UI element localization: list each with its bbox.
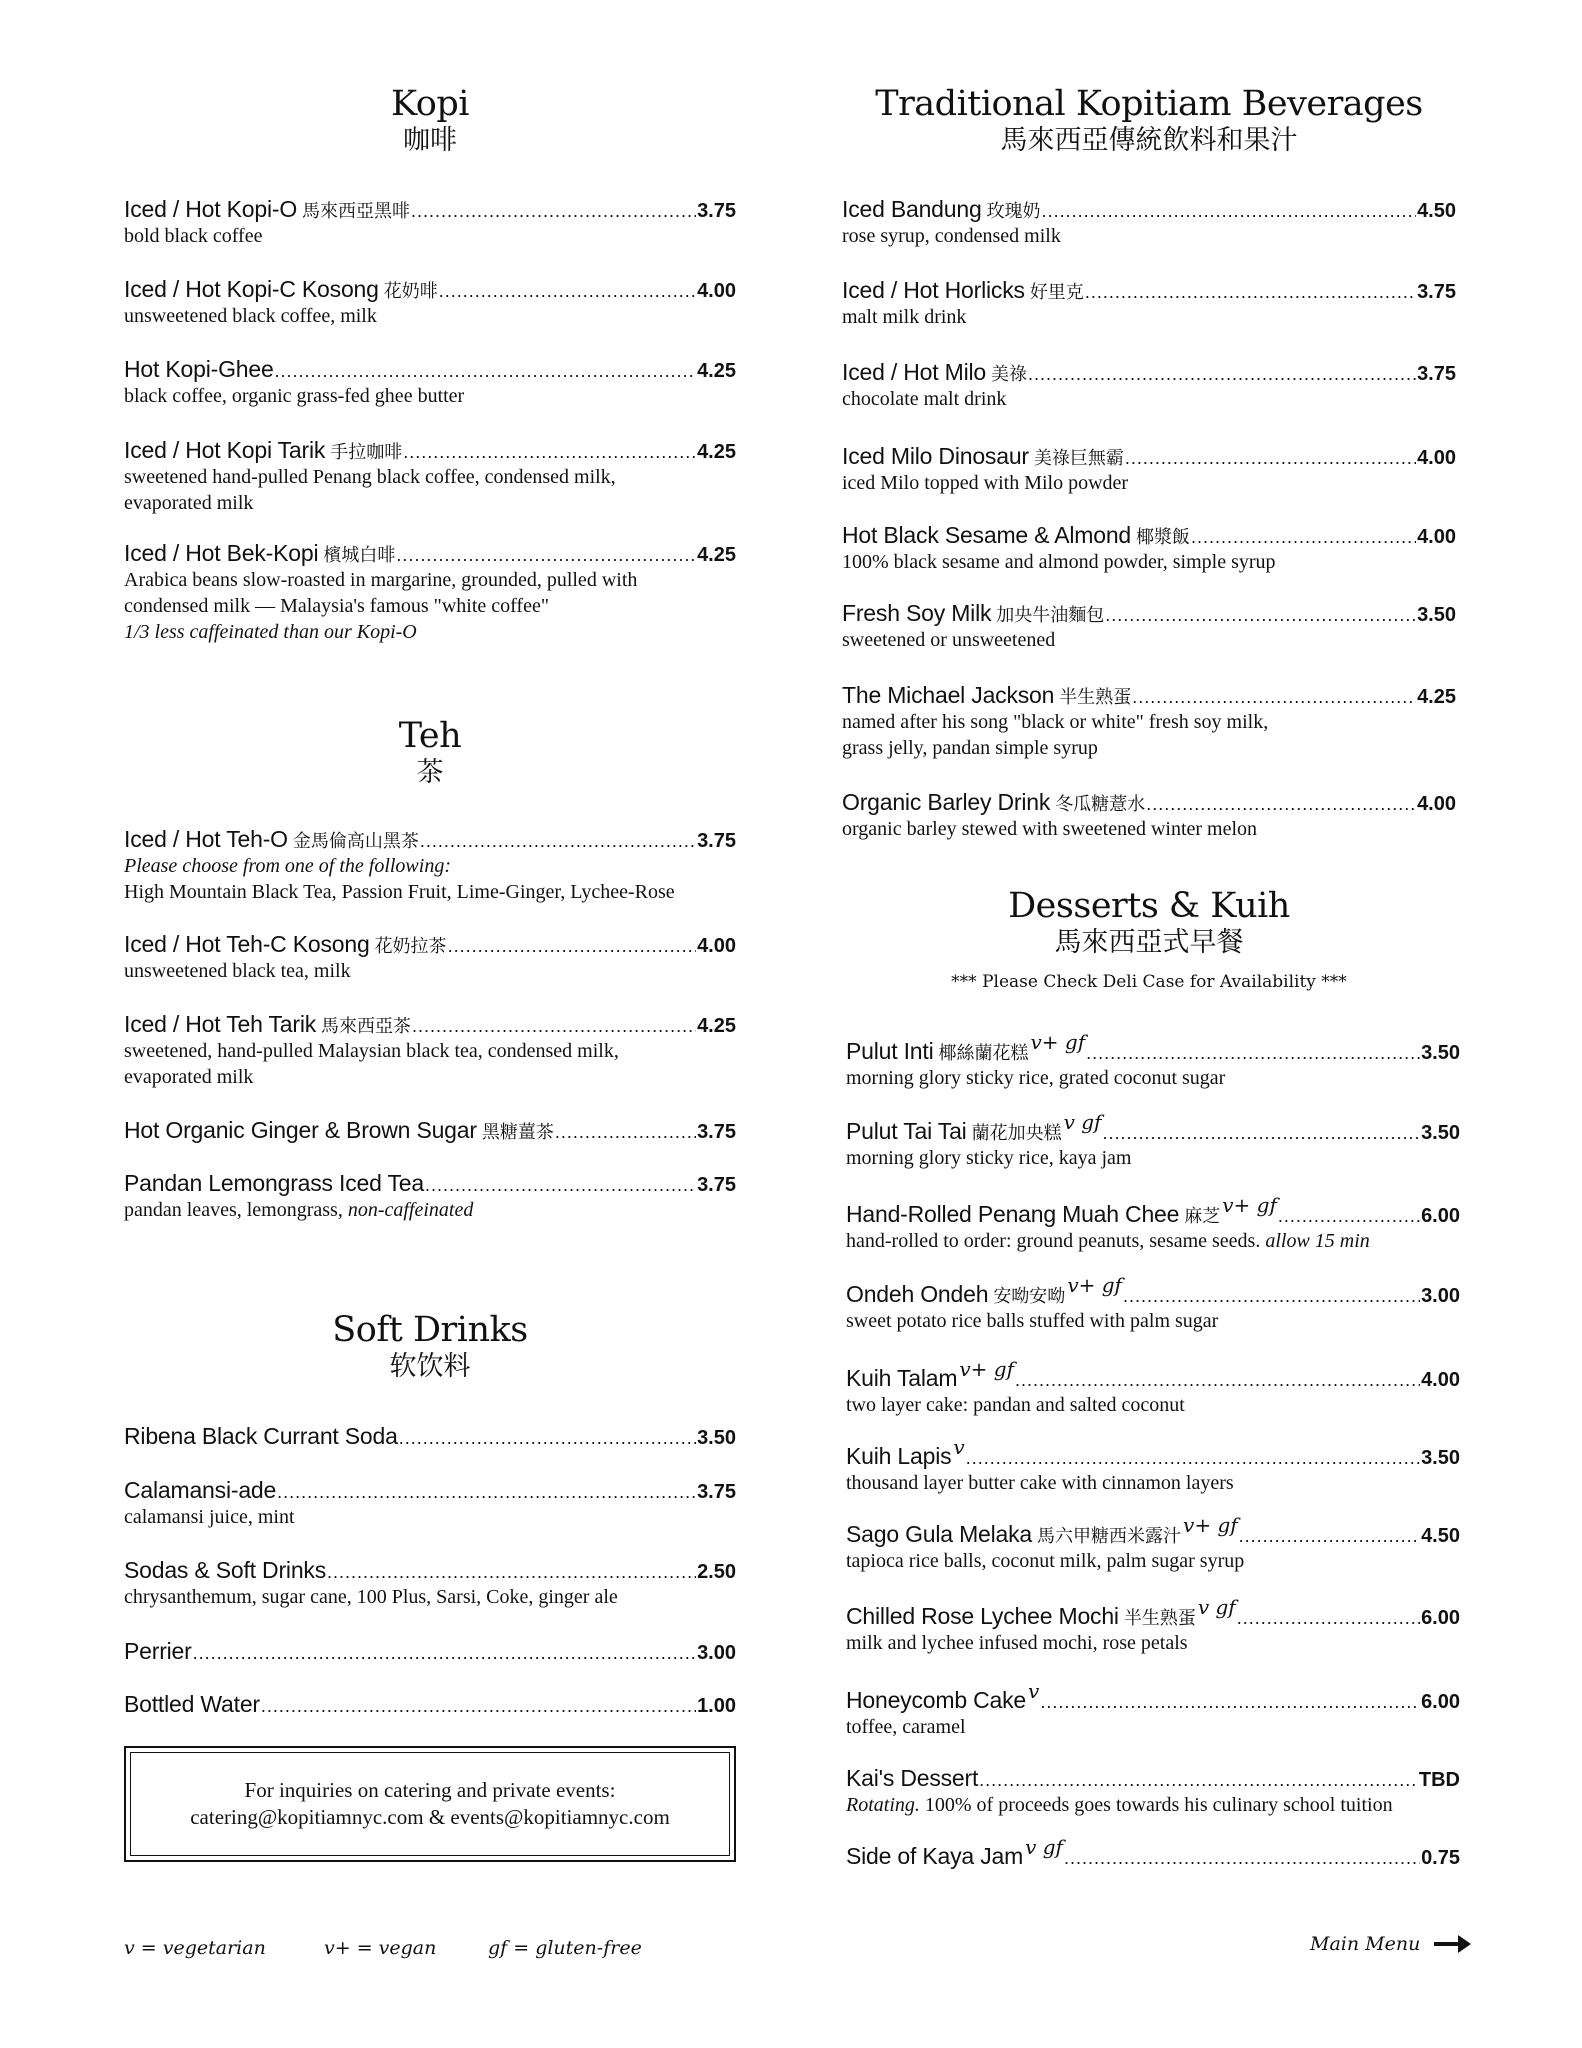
menu-item (124, 1691, 736, 1718)
item-name: Hand-Rolled Penang Muah Chee (846, 1201, 1180, 1227)
item-description: grass jelly, pandan simple syrup (842, 737, 1098, 759)
item-name: Honeycomb Cake (846, 1687, 1027, 1713)
item-name: Iced / Hot Teh-O (124, 826, 288, 852)
item-name: Chilled Rose Lychee Mochi (846, 1603, 1119, 1629)
item-chinese-name: 馬來西亞黑啡 (302, 201, 411, 222)
item-description: chocolate malt drink (842, 388, 1007, 410)
item-chinese-name: 黑糖薑茶 (481, 1122, 554, 1143)
item-price: 3.75 (1417, 281, 1456, 303)
item-chinese-name: 金馬倫高山黑茶 (292, 831, 419, 852)
diet-tag: v (953, 1435, 965, 1459)
item-description: malt milk drink (842, 306, 967, 328)
item-price: 3.00 (697, 1642, 736, 1664)
item-price: 3.75 (1417, 363, 1456, 385)
section-subtitle: 馬來西亞式早餐 (1054, 927, 1244, 958)
item-chinese-name: 半生熟蛋 (1059, 687, 1132, 708)
item-chinese-name: 花奶拉茶 (374, 936, 447, 957)
item-chinese-name: 玫瑰奶 (986, 201, 1041, 222)
item-price: 4.25 (1417, 686, 1456, 708)
menu-item (842, 682, 1456, 761)
item-name: Side of Kaya Jam (846, 1843, 1024, 1869)
legend-vegetarian: v = vegetarian (124, 1937, 266, 1959)
menu-item (842, 277, 1456, 330)
menu-item (846, 1765, 1460, 1818)
item-price: 3.75 (697, 830, 736, 852)
item-price: 3.75 (697, 1481, 736, 1503)
item-price: 4.25 (697, 544, 736, 566)
menu-item (124, 276, 736, 329)
menu-item (846, 1835, 1460, 1870)
legend-vegan: v+ = vegan (324, 1937, 437, 1959)
diet-tag: v (1028, 1679, 1040, 1703)
item-description: pandan leaves, lemongrass, non-caffeinated (124, 1199, 474, 1221)
item-description: hand-rolled to order: ground peanuts, sesame seeds. allow 15 min (846, 1230, 1370, 1252)
item-description: tapioca rice balls, coconut milk, palm sugar syrup (846, 1550, 1245, 1572)
catering-info-box (124, 1746, 736, 1862)
menu-item (124, 1170, 736, 1223)
diet-tag: v+ gf (1030, 1030, 1086, 1054)
desserts-section (842, 886, 1456, 992)
item-description: 100% black sesame and almond powder, simple syrup (842, 551, 1276, 573)
menu-item (124, 1423, 736, 1450)
item-name: The Michael Jackson (842, 682, 1055, 708)
item-description: evaporated milk (124, 492, 254, 514)
item-description: High Mountain Black Tea, Passion Fruit, Lime-Ginger, Lychee-Rose (124, 881, 675, 903)
menu-item (846, 1357, 1460, 1418)
item-price: 6.00 (1421, 1607, 1460, 1629)
item-price: 6.00 (1421, 1205, 1460, 1227)
catering-email-line[interactable]: catering@kopitiamnyc.com & events@kopitiamnyc.com (190, 1805, 670, 1829)
item-price: 4.00 (1421, 1369, 1460, 1391)
item-chinese-name: 麻芝 (1184, 1206, 1221, 1227)
item-chinese-name: 半生熟蛋 (1123, 1608, 1196, 1629)
diet-tag: v gf (1063, 1110, 1102, 1134)
legend-gluten-free: gf = gluten-free (488, 1937, 642, 1959)
menu-item (842, 789, 1456, 842)
item-description: bold black coffee (124, 225, 263, 247)
item-name: Bottled Water (124, 1691, 260, 1717)
menu-item (842, 600, 1456, 653)
menu-item (124, 437, 736, 516)
item-price: 1.00 (697, 1695, 736, 1717)
diet-tag: v+ gf (1067, 1273, 1122, 1297)
item-price: 4.00 (697, 935, 736, 957)
item-price: 3.50 (1421, 1122, 1460, 1144)
item-price: 3.50 (1421, 1042, 1460, 1064)
section-title: Teh (398, 716, 462, 756)
item-name: Iced / Hot Teh-C Kosong (124, 931, 370, 957)
item-description: rose syrup, condensed milk (842, 225, 1061, 247)
item-price: 4.00 (1417, 793, 1456, 815)
item-chinese-name: 椰漿飯 (1136, 527, 1191, 548)
item-name: Sodas & Soft Drinks (124, 1557, 327, 1583)
item-name: Iced / Hot Horlicks (842, 277, 1025, 303)
menu-item (124, 826, 736, 905)
item-description: two layer cake: pandan and salted coconut (846, 1394, 1185, 1416)
catering-info-line: For inquiries on catering and private events: (244, 1778, 616, 1802)
item-description: condensed milk — Malaysia's famous "white coffee" (124, 595, 550, 617)
availability-note: *** Please Check Deli Case for Availability *** (951, 972, 1347, 992)
item-chinese-name: 手拉咖啡 (330, 442, 403, 463)
menu-item (124, 1638, 736, 1665)
item-note: Please choose from one of the following: (124, 855, 451, 877)
item-price: 4.25 (697, 360, 736, 382)
item-chinese-name: 馬六甲糖西米露汁 (1037, 1526, 1182, 1547)
item-description: morning glory sticky rice, kaya jam (846, 1147, 1132, 1169)
item-description: calamansi juice, mint (124, 1506, 295, 1528)
item-price: 4.50 (1417, 200, 1456, 222)
item-name: Pulut Inti (846, 1038, 934, 1064)
item-description: Arabica beans slow-roasted in margarine, grounded, pulled with (124, 569, 638, 591)
item-price: 6.00 (1421, 1691, 1460, 1713)
item-name: Perrier (124, 1638, 192, 1664)
item-price: 3.50 (1417, 604, 1456, 626)
item-name: Iced / Hot Teh Tarik (124, 1011, 317, 1037)
item-description: sweetened or unsweetened (842, 629, 1056, 651)
item-name: Hot Kopi-Ghee (124, 356, 274, 382)
diet-tag: v+ gf (959, 1357, 1014, 1381)
menu-item (124, 1117, 736, 1144)
item-name: Iced / Hot Milo (842, 359, 986, 385)
item-chinese-name: 檳城白啡 (323, 545, 396, 566)
item-name: Kai's Dessert (846, 1765, 979, 1791)
section-subtitle: 咖啡 (403, 125, 457, 156)
item-price: 0.75 (1421, 1847, 1460, 1869)
item-price: 3.50 (697, 1427, 736, 1449)
item-note: 1/3 less caffeinated than our Kopi-O (124, 621, 417, 643)
item-name: Iced / Hot Kopi-O (124, 196, 298, 222)
item-name: Sago Gula Melaka (846, 1521, 1033, 1547)
item-description: unsweetened black coffee, milk (124, 305, 377, 327)
main-menu-link[interactable] (1310, 1932, 1472, 1956)
item-name: Ribena Black Currant Soda (124, 1423, 398, 1449)
menu-item (842, 359, 1456, 412)
item-description: organic barley stewed with sweetened winter melon (842, 818, 1258, 840)
item-description: chrysanthemum, sugar cane, 100 Plus, Sarsi, Coke, ginger ale (124, 1586, 618, 1608)
item-description: evaporated milk (124, 1066, 254, 1088)
item-name: Iced Milo Dinosaur (842, 443, 1029, 469)
section-subtitle: 茶 (416, 757, 444, 788)
menu-item (124, 196, 736, 249)
item-chinese-name: 馬來西亞茶 (321, 1016, 412, 1037)
menu-item (124, 356, 736, 409)
item-price: 4.25 (697, 1015, 736, 1037)
item-name: Iced Bandung (842, 196, 982, 222)
soft-drinks-section (124, 1310, 736, 1384)
menu-item (124, 931, 736, 984)
menu-item (846, 1595, 1460, 1656)
item-name: Pulut Tai Tai (846, 1118, 967, 1144)
menu-item (846, 1193, 1460, 1254)
section-title: Desserts & Kuih (1008, 886, 1290, 926)
item-description: sweet potato rice balls stuffed with palm sugar (846, 1310, 1219, 1332)
menu-item (124, 540, 736, 645)
item-price: 4.50 (1421, 1525, 1460, 1547)
item-name: Calamansi-ade (124, 1477, 277, 1503)
item-name: Kuih Talam (846, 1365, 958, 1391)
item-name: Iced / Hot Kopi-C Kosong (124, 276, 379, 302)
arrow-right-icon (1434, 1932, 1472, 1956)
item-price: 4.00 (1417, 447, 1456, 469)
item-name: Iced / Hot Kopi Tarik (124, 437, 326, 463)
item-price: 4.25 (697, 441, 736, 463)
item-name: Pandan Lemongrass Iced Tea (124, 1170, 424, 1196)
item-name: Fresh Soy Milk (842, 600, 992, 626)
item-price: 3.75 (697, 200, 736, 222)
menu-item (842, 196, 1456, 249)
diet-tag: v+ gf (1222, 1193, 1277, 1217)
kopi-section (124, 84, 736, 158)
item-price: 3.75 (697, 1174, 736, 1196)
menu-item (124, 1011, 736, 1090)
menu-item (846, 1679, 1460, 1740)
menu-item (842, 443, 1456, 496)
item-chinese-name: 安呦安呦 (993, 1286, 1066, 1307)
item-name: Kuih Lapis (846, 1443, 952, 1469)
item-name: Iced / Hot Bek-Kopi (124, 540, 319, 566)
item-price: 4.00 (1417, 526, 1456, 548)
item-price: TBD (1418, 1769, 1460, 1791)
item-description: Rotating. 100% of proceeds goes towards his culinary school tuition (846, 1794, 1393, 1816)
item-price: 3.00 (1421, 1285, 1460, 1307)
item-chinese-name: 美祿 (991, 364, 1027, 385)
item-chinese-name: 蘭花加央糕 (971, 1123, 1062, 1144)
item-chinese-name: 冬瓜糖薏水 (1055, 794, 1146, 815)
item-price: 3.50 (1421, 1447, 1460, 1469)
item-description: sweetened, hand-pulled Malaysian black tea, condensed milk, (124, 1040, 619, 1062)
item-chinese-name: 椰絲蘭花糕 (938, 1043, 1029, 1064)
section-title: Traditional Kopitiam Beverages (875, 84, 1423, 124)
item-description: black coffee, organic grass-fed ghee butter (124, 385, 465, 407)
item-description: milk and lychee infused mochi, rose petals (846, 1632, 1188, 1654)
main-menu-label: Main Menu (1310, 1933, 1421, 1955)
section-title: Kopi (391, 84, 469, 124)
item-chinese-name: 花奶啡 (383, 281, 438, 302)
item-description: unsweetened black tea, milk (124, 960, 351, 982)
item-chinese-name: 好里克 (1029, 282, 1084, 303)
menu-item (842, 522, 1456, 575)
item-chinese-name: 美祿巨無霸 (1033, 448, 1124, 469)
section-subtitle: 馬來西亞傳統飲料和果汁 (1000, 125, 1298, 156)
menu-item (846, 1273, 1460, 1334)
menu-item (846, 1030, 1460, 1091)
item-description: morning glory sticky rice, grated coconut sugar (846, 1067, 1226, 1089)
menu-item (846, 1513, 1460, 1574)
item-price: 3.75 (697, 1121, 736, 1143)
item-chinese-name: 加央牛油麵包 (996, 605, 1105, 626)
item-description: sweetened hand-pulled Penang black coffee, condensed milk, (124, 466, 616, 488)
item-description: iced Milo topped with Milo powder (842, 472, 1129, 494)
section-title: Soft Drinks (332, 1310, 528, 1350)
diet-tag: v gf (1197, 1595, 1236, 1619)
item-name: Hot Black Sesame & Almond (842, 522, 1132, 548)
menu-item (846, 1435, 1460, 1496)
menu-item (846, 1110, 1460, 1171)
menu-item (124, 1477, 736, 1530)
item-description: toffee, caramel (846, 1716, 966, 1738)
item-price: 2.50 (697, 1561, 736, 1583)
item-name: Hot Organic Ginger & Brown Sugar (124, 1117, 477, 1143)
item-price: 4.00 (697, 280, 736, 302)
item-name: Organic Barley Drink (842, 789, 1051, 815)
menu-item (124, 1557, 736, 1610)
item-name: Ondeh Ondeh (846, 1281, 989, 1307)
item-description: named after his song "black or white" fresh soy milk, (842, 711, 1269, 733)
teh-section (124, 716, 736, 790)
diet-tag: v+ gf (1183, 1513, 1238, 1537)
traditional-beverages-section (842, 84, 1456, 158)
diet-tag: v gf (1025, 1835, 1063, 1859)
section-subtitle: 软饮料 (389, 1351, 471, 1382)
item-description: thousand layer butter cake with cinnamon layers (846, 1472, 1234, 1494)
